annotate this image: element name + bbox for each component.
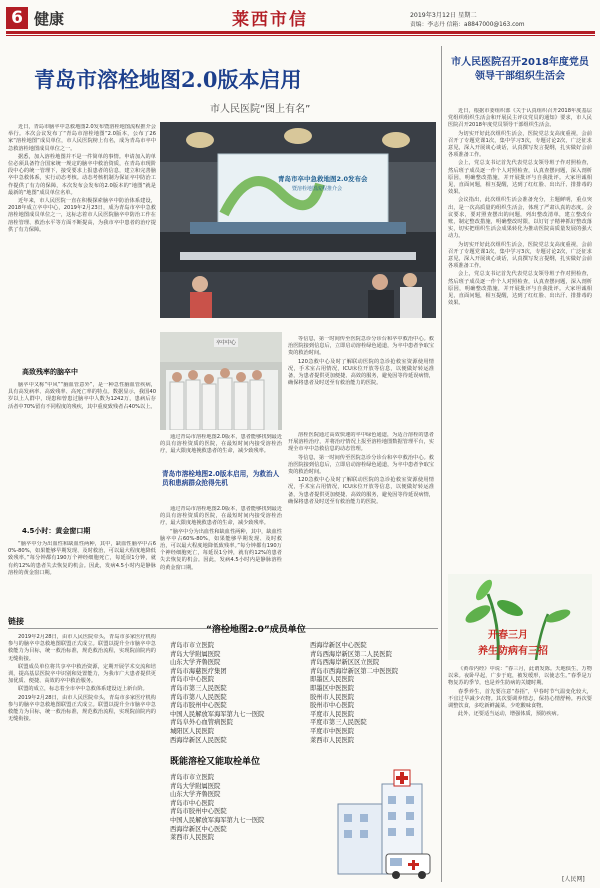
right-para: 等信息，第一时间传至医院急诊分诊台和卒中救治中心。救治医院接到信息后，立即启动溶栓绿色通道，为卒中患者争取宝贵的救治时间。: [288, 336, 434, 357]
right-para: 溶栓医院通过高效快速的卒中绿色通道，为适合溶栓的患者开展溶栓治疗，并将治疗情况上报至溶栓地图数据管理平台，实现全市卒中急救信息的动态管理。: [288, 432, 434, 453]
member-item: 青岛大学附属医院: [170, 782, 221, 790]
right-para: 120急救中心及时了解联动医院的急诊抢救室资源使用情况，手术室占用情况，ICU床位开放等信息，以便做好转运准备，为患者提供更加便捷、高效的服务，避免因等待延误病情，确保将患者及时送至有救治能力的医院。: [288, 358, 434, 387]
banner-text: 青岛市卒中急救地图2.0发布会: [278, 175, 368, 183]
member-item: 即墨区人民医院: [310, 676, 355, 684]
link-label: 链接: [8, 617, 24, 626]
mid-para: 通过青岛市溶栓地图2.0版本，患者能够找到最近的具有溶栓资质的医院，在最短时间内接受溶栓治疗，最大限度地挽救患者的生命，减少致残率。: [160, 506, 282, 527]
main-para: 近日，青岛市脑卒中急救地图2.0发布暨溶栓地图流程推介会举行。本次会议发布了“青岛市溶栓地图”2.0版本，公布了26家“溶栓地图”成员单位，市人民医院榜上有名，成为青岛市卒中急救溶栓地图成员单位之一。: [8, 124, 156, 152]
page-number-box: [6, 7, 28, 29]
header-rule-thin: [6, 35, 595, 36]
main-para: 近年来，市人民医院一直在积极探索脑卒中防治体系建设，2018年成立卒中中心，2019年2月23日，成为青岛市卒中急救溶栓地图成员单位之一，这标志着市人民医院脑卒中防治工作在溶栓管理、救治水平等方面不断提高，为我市卒中患者的治疗提供了有力保障。: [8, 198, 156, 233]
right-article-text: [448, 108, 592, 570]
member-item: 青岛阜外心血管病医院: [170, 719, 233, 727]
member-item: 中国人民解放军海军第九七一医院: [170, 710, 265, 718]
stroke-text: [8, 382, 156, 482]
main-para: 据悉，加入溶栓地图并不是一件简单的事情。申请加入的单位必须具备符合国家统一规定的脑卒中救治资质，在青岛市现阶段中心的统一管理下，接受要求上报患者的信息，建立和完善脑卒中急救体系，实行动态考核。动态考核机制为保证卒中防治工作提供了有力的保障，本次发布会发布的2.0版本的“地图”就是最新的“地图”成员单位名单。: [8, 153, 156, 196]
link-para: 联盟成员单位将共享卒中救治资源，定期开展学术交流和培训，提高基层医院卒中识别和处置能力，为我市广大患者提供更加优质、便捷、高效的卒中救治服务。: [8, 663, 156, 685]
thrombectomy-title: 既能溶栓又能取栓单位: [170, 757, 261, 767]
spring-text: [448, 666, 592, 866]
member-item: 平度市人民医院: [310, 710, 355, 718]
header-editor: 责编：李志丹 信箱：a8847000@163.com: [410, 22, 525, 28]
header-date: 2019年3月12日 星期二: [410, 12, 477, 19]
member-item: 西海岸新区中心医院: [170, 825, 227, 833]
member-item: 青岛市中心医院: [170, 676, 215, 684]
golden-window-text: [8, 541, 156, 611]
member-item: 青岛市第八人民医院: [170, 693, 227, 701]
hospital-drawing: [330, 764, 436, 882]
main-subhead: 市人民医院“图上有名”: [210, 104, 311, 115]
member-item: 即墨区中医医院: [310, 684, 355, 692]
golden-para: “脑卒中分为出血性和缺血性两种，其中，缺血性脑卒中占60%-80%，如果能够早期发现、及时救治，可以最大程度地降低致残率。”每分钟都有190万个神经细胞死亡，每延误1分钟，就有约12%的患者失去恢复的机会。因此，发病4.5小时内是静脉溶栓的黄金窗口期。: [8, 541, 156, 576]
hospital-illustration: [330, 764, 436, 882]
member-item: 青岛市西海岸新区第二中医医院: [310, 667, 399, 675]
spring-title: 开春三月: [488, 630, 528, 641]
section-title: 健康: [34, 10, 65, 28]
member-item: 青岛西海岸新区第二人民医院: [310, 650, 392, 658]
right-article-para: 近日，根据市委组织部《关于认真组织召开2018年度基层党组织组织生活会和开展民主评议党员的通知》要求，市人民医院召开2018年度党员领导干部组织生活会。: [448, 108, 592, 129]
right-article-para: 会议指出，此次组织生活会准备充分，主题鲜明，重点突出，是一次高质量的组织生活会，体现了严肃认真的态度。会议要求，要对照查摆出的问题，列出整改清单，建立整改台账，制定整改措施，明确整改时限，以钉钉子精神抓好整改落实，切实把组织生活会成果转化为推动医院高质量发展的强大动力。: [448, 197, 592, 240]
member-item: 西海岸新区人民医院: [170, 736, 227, 744]
right-headline: 市人民医院召开2018年度党员领导干部组织生活会: [451, 57, 589, 82]
members-col1: [170, 642, 264, 745]
mid-bottom-text: [160, 506, 282, 610]
member-item: 西海岸新区中心医院: [310, 642, 367, 649]
spring-illustration: [448, 574, 592, 660]
member-item: 山东大学齐鲁医院: [170, 659, 221, 667]
right-article-para: 为切实开好此次组织生活会，医院党总支高度重视，会前召开了专题党课1次，集中学习3次，专题讨论2次，广泛征求意见，深入开展谈心谈话，认真撰写发言提纲，扎实做好会前各项准备工作。: [448, 130, 592, 159]
member-item: 莱西市人民医院: [310, 736, 355, 744]
mid-text: [288, 336, 434, 430]
header-rule: [6, 31, 595, 34]
right-para: 等信息，第一时间传至医院急诊分诊台和卒中救治中心。救治医院接到信息后，立即启动溶栓绿色通道，为卒中患者争取宝贵的救治时间。: [288, 454, 434, 476]
member-item: 胶州市中心医院: [310, 702, 355, 710]
member-item: 平度市第三人民医院: [310, 719, 367, 727]
member-item: 青岛市第三人民医院: [170, 684, 227, 692]
link-text: [8, 634, 156, 882]
photo-caption: 青岛市溶栓地图2.0版本启用，为救治人员和患病群众抢得先机: [162, 470, 280, 487]
mid-para: 通过青岛市溶栓地图2.0版本，患者能够找到最近的具有溶栓资质的医院，在最短时间内接受溶栓治疗，最大限度地挽救患者的生命，减少致残率。: [160, 434, 282, 455]
subheading-stroke: 高致残率的脑卒中: [22, 368, 78, 376]
member-item: 青岛市胶州中心医院: [170, 702, 227, 710]
member-item: 青岛市市立医院: [170, 642, 215, 649]
banner-subtext: 暨溶栓地图流程推介会: [292, 186, 343, 192]
spring-para: 此外，还要适当运动，增强体质，预防疾病。: [458, 711, 562, 718]
member-item: 莱西市人民医院: [170, 834, 215, 842]
right-article-para: 会上，党总支书记首先代表党总支领导班子作对照检查，然后班子成员逐一作个人对照检查，认真查摆问题，深入剖析原因，明确整改措施，并开展批评与自我批评。大家坦诚相见，直面问题，相互提醒，达到了红红脸、出出汗、排排毒的效果。: [448, 271, 592, 307]
member-item: 青岛西海岸新区区立医院: [310, 659, 380, 667]
member-item: 青岛市海慈医疗集团: [170, 667, 227, 675]
member-item: 青岛市中心医院: [170, 799, 215, 807]
member-item: 胶州市人民医院: [310, 693, 355, 701]
doctors-photo: [160, 332, 282, 430]
member-item: 青岛市胶州中心医院: [170, 808, 227, 816]
spring-para: 春季养生，首先要注意“春捂”，早春时节气温变化较大，不宜过早减少衣物。其次要调养情志，保持心情舒畅。再次要调整饮食，多吃新鲜蔬菜，少吃酸味食物。: [448, 688, 592, 710]
link-para: 2019年2月28日，由市人民医院牵头，青岛市多家医疗机构参与的脑卒中急救地图联盟正式成立。联盟以提升全市脑卒中急救能力为目标，统一救治标准，规范救治流程，实现院前院内的无缝衔接。: [8, 694, 156, 723]
member-item: 城阳区人民医院: [170, 727, 215, 735]
conference-photo-scene: [160, 122, 436, 318]
link-para: 联盟的成立，标志着全市卒中急救体系建设迈上新台阶。: [18, 686, 148, 693]
member-item: 青岛市市立医院: [170, 774, 215, 781]
stroke-para: 脑卒中又称“中风”“脑血管意外”，是一种急性脑血管疾病，具有高发病率、高致残率、高死亡率的特点。数据显示，我国40岁以上人群中，现患和曾患过脑卒中人数为1242万，患病后存活者中70%留有不同程度的残疾，其中重度致残者占40%以上。: [8, 382, 156, 410]
link-para: 2019年2月28日，由市人民医院牵头，青岛市多家医疗机构参与的脑卒中急救地图联盟正式成立。联盟以提升全市脑卒中急救能力为目标，统一救治标准，规范救治流程，实现院前院内的无缝衔接。: [8, 634, 156, 662]
subheading-golden-window: 4.5小时：黄金窗口期: [22, 527, 91, 535]
mid-lower-text: [160, 434, 282, 466]
main-headline: 青岛市溶栓地图2.0版本启用: [34, 67, 302, 92]
right-article-para: 会上，党总支书记首先代表党总支领导班子作对照检查，然后班子成员逐一作个人对照检查，认真查摆问题，深入剖析原因，明确整改措施，并开展批评与自我批评。大家坦诚相见，直面问题，相互提醒，达到了红红脸、出出汗、排排毒的效果。: [448, 160, 592, 196]
mid-para: “脑卒中分为出血性和缺血性两种，其中，缺血性脑卒中占60%-80%，如果能够早期发现、及时救治，可以最大程度地降低致残率。”每分钟都有190万个神经细胞死亡，每延误1分钟，就有约12%的患者失去恢复的机会。因此，发病4.5小时内是静脉溶栓的黄金窗口期。: [160, 528, 282, 571]
column-divider: [441, 46, 442, 882]
spring-para: 《黄帝内经》中说：“春三月，此谓发陈。天地俱生，万物以荣。夜卧早起，广步于庭，被发缓形，以使志生。”春季是万物复苏的季节，也是养生防病的关键时期。: [448, 666, 592, 687]
page-number: 6: [11, 8, 23, 28]
conference-photo: [160, 122, 436, 318]
right-article-para: 为切实开好此次组织生活会，医院党总支高度重视，会前召开了专题党课1次，集中学习3次，专题讨论2次，广泛征求意见，深入开展谈心谈话，认真撰写发言提纲，扎实做好会前各项准备工作。: [448, 241, 592, 270]
members-title: “溶栓地图2.0”成员单位: [206, 625, 306, 635]
member-item: 中国人民解放军海军第九七一医院: [170, 816, 265, 824]
member-item: 山东大学齐鲁医院: [170, 791, 221, 799]
right-para: 120急救中心及时了解联动医院的急诊抢救室资源使用情况，手术室占用情况，ICU床位开放等信息，以便做好转运准备，为患者提供更加便捷、高效的服务，避免因等待延误病情，确保将患者及时送至有救治能力的医院。: [288, 477, 434, 505]
spring-credit: [人民网]: [562, 876, 585, 883]
member-item: 平度市中医医院: [310, 727, 355, 735]
masthead: 莱西市信: [232, 10, 308, 30]
spring-subtitle: 养生防病有三招: [478, 646, 548, 657]
members-col2: [310, 642, 398, 745]
plaque-stroke-center: 卒中中心: [216, 340, 237, 346]
right-bottom-text: [288, 432, 434, 610]
main-intro-text: [8, 124, 156, 364]
thrombectomy-list: [170, 774, 264, 843]
member-item: 青岛大学附属医院: [170, 650, 221, 658]
